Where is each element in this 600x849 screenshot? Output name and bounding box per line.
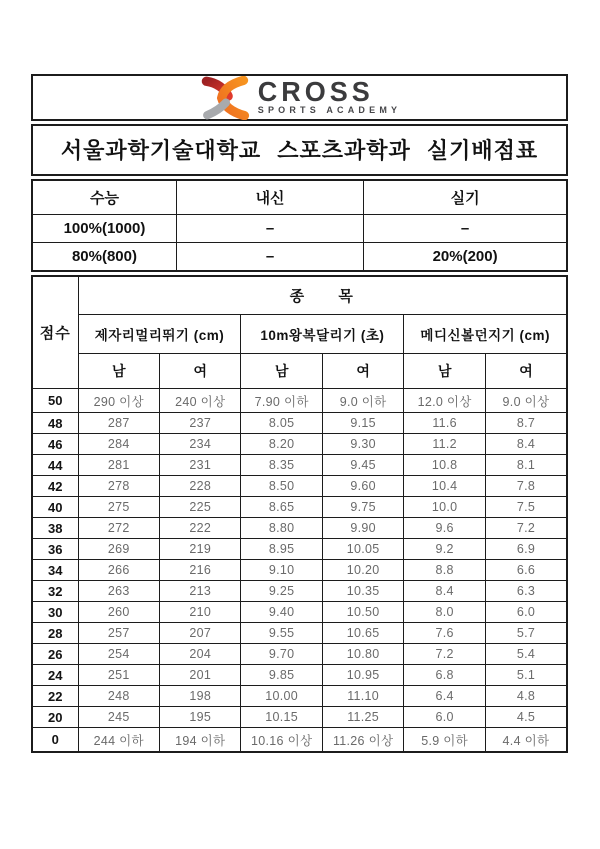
value-cell: 9.70 [241,644,322,665]
value-cell: 281 [78,455,159,476]
value-cell: 8.65 [241,497,322,518]
score-column-header: 점수 [32,276,78,389]
title-section [31,124,568,176]
value-cell: 10.80 [322,644,403,665]
score-cell: 42 [32,476,78,497]
value-cell: 11.26 이상 [322,728,403,753]
value-cell: 10.15 [241,707,322,728]
value-cell: 251 [78,665,159,686]
value-cell: 195 [159,707,240,728]
value-cell: 9.45 [322,455,403,476]
value-cell: 237 [159,413,240,434]
table-row [32,560,567,581]
value-cell: 8.4 [485,434,567,455]
summary-header-naesin: 내신 [176,180,363,215]
logo-text [257,76,402,115]
value-cell: 10.16 이상 [241,728,322,753]
gender-header-male: 남 [404,354,486,389]
value-cell: 234 [159,434,240,455]
value-cell: 5.7 [485,623,567,644]
value-cell: 194 이하 [159,728,240,753]
score-cell: 46 [32,434,78,455]
score-cell: 34 [32,560,78,581]
gender-header-row [32,354,567,389]
value-cell: 7.5 [485,497,567,518]
table-row [32,413,567,434]
value-cell: 198 [159,686,240,707]
value-cell: 275 [78,497,159,518]
event-header-shuttle-run: 10m왕복달리기 (초) [241,315,404,354]
score-cell: 28 [32,623,78,644]
table-row [32,602,567,623]
value-cell: 8.8 [404,560,486,581]
value-cell: 4.8 [485,686,567,707]
value-cell: 260 [78,602,159,623]
logo-brand-text: CROSS [257,76,374,108]
events-group-header: 종 목 [78,276,567,315]
value-cell: 5.4 [485,644,567,665]
table-row [32,455,567,476]
table-row [32,434,567,455]
table-row [32,215,567,243]
value-cell: 204 [159,644,240,665]
value-cell: 219 [159,539,240,560]
value-cell: 263 [78,581,159,602]
value-cell: 4.5 [485,707,567,728]
event-header-medicine-ball: 메디신볼던지기 (cm) [404,315,567,354]
table-row [32,707,567,728]
value-cell: 6.6 [485,560,567,581]
value-cell: 8.50 [241,476,322,497]
summary-cell: 20%(200) [364,243,567,272]
score-cell: 26 [32,644,78,665]
value-cell: 11.10 [322,686,403,707]
cross-x-icon [198,76,250,120]
value-cell: 10.65 [322,623,403,644]
value-cell: 207 [159,623,240,644]
table-row [32,623,567,644]
value-cell: 8.35 [241,455,322,476]
value-cell: 8.7 [485,413,567,434]
value-cell: 254 [78,644,159,665]
value-cell: 9.55 [241,623,322,644]
table-row [32,497,567,518]
table-row [32,476,567,497]
score-cell: 0 [32,728,78,753]
value-cell: 9.60 [322,476,403,497]
value-cell: 269 [78,539,159,560]
gender-header-male: 남 [78,354,159,389]
score-table [31,275,568,753]
value-cell: 11.25 [322,707,403,728]
value-cell: 6.0 [485,602,567,623]
value-cell: 10.50 [322,602,403,623]
summary-header-suneung: 수능 [32,180,176,215]
value-cell: 9.90 [322,518,403,539]
value-cell: 9.0 이하 [322,389,403,413]
table-row [32,539,567,560]
score-cell: 44 [32,455,78,476]
summary-cell: – [176,215,363,243]
value-cell: 10.4 [404,476,486,497]
score-cell: 22 [32,686,78,707]
value-cell: 9.0 이상 [485,389,567,413]
value-cell: 11.6 [404,413,486,434]
score-cell: 32 [32,581,78,602]
value-cell: 9.85 [241,665,322,686]
summary-header-row [32,180,567,215]
table-row [32,686,567,707]
value-cell: 201 [159,665,240,686]
table-row [32,518,567,539]
value-cell: 216 [159,560,240,581]
value-cell: 8.95 [241,539,322,560]
score-cell: 30 [32,602,78,623]
value-cell: 10.20 [322,560,403,581]
value-cell: 6.8 [404,665,486,686]
table-row [32,389,567,413]
document-content [31,74,568,756]
value-cell: 10.05 [322,539,403,560]
value-cell: 290 이상 [78,389,159,413]
value-cell: 8.4 [404,581,486,602]
summary-cell: – [176,243,363,272]
logo-subtitle-text: SPORTS ACADEMY [257,105,402,115]
score-cell: 40 [32,497,78,518]
event-header-long-jump: 제자리멀리뛰기 (cm) [78,315,241,354]
score-cell: 36 [32,539,78,560]
value-cell: 248 [78,686,159,707]
gender-header-male: 남 [241,354,322,389]
value-cell: 266 [78,560,159,581]
value-cell: 8.80 [241,518,322,539]
page-title: 서울과학기술대학교 스포츠과학과 실기배점표 [60,138,539,163]
table-row [32,243,567,272]
value-cell: 5.1 [485,665,567,686]
value-cell: 10.00 [241,686,322,707]
value-cell: 5.9 이하 [404,728,486,753]
value-cell: 9.25 [241,581,322,602]
value-cell: 4.4 이하 [485,728,567,753]
summary-cell: 80%(800) [32,243,176,272]
score-cell: 50 [32,389,78,413]
value-cell: 287 [78,413,159,434]
value-cell: 210 [159,602,240,623]
value-cell: 9.2 [404,539,486,560]
value-cell: 9.40 [241,602,322,623]
value-cell: 9.6 [404,518,486,539]
value-cell: 225 [159,497,240,518]
value-cell: 245 [78,707,159,728]
value-cell: 7.90 이하 [241,389,322,413]
value-cell: 9.10 [241,560,322,581]
value-cell: 231 [159,455,240,476]
value-cell: 11.2 [404,434,486,455]
value-cell: 10.8 [404,455,486,476]
score-cell: 24 [32,665,78,686]
gender-header-female: 여 [159,354,240,389]
value-cell: 10.35 [322,581,403,602]
value-cell: 6.4 [404,686,486,707]
score-cell: 48 [32,413,78,434]
cross-logo [198,76,401,120]
value-cell: 9.75 [322,497,403,518]
event-header-row [32,315,567,354]
value-cell: 284 [78,434,159,455]
value-cell: 222 [159,518,240,539]
gender-header-female: 여 [322,354,403,389]
value-cell: 272 [78,518,159,539]
value-cell: 6.9 [485,539,567,560]
value-cell: 6.3 [485,581,567,602]
value-cell: 7.2 [404,644,486,665]
value-cell: 240 이상 [159,389,240,413]
value-cell: 8.0 [404,602,486,623]
value-cell: 213 [159,581,240,602]
table-row [32,644,567,665]
value-cell: 7.2 [485,518,567,539]
group-header-row [32,276,567,315]
value-cell: 9.30 [322,434,403,455]
value-cell: 8.05 [241,413,322,434]
table-row [32,665,567,686]
value-cell: 257 [78,623,159,644]
summary-cell: 100%(1000) [32,215,176,243]
score-cell: 20 [32,707,78,728]
value-cell: 6.0 [404,707,486,728]
value-cell: 10.0 [404,497,486,518]
logo-header [31,74,568,121]
value-cell: 7.6 [404,623,486,644]
score-cell: 38 [32,518,78,539]
value-cell: 8.20 [241,434,322,455]
table-row [32,728,567,753]
value-cell: 8.1 [485,455,567,476]
gender-header-female: 여 [485,354,567,389]
value-cell: 228 [159,476,240,497]
value-cell: 278 [78,476,159,497]
summary-header-silgi: 실기 [364,180,567,215]
value-cell: 7.8 [485,476,567,497]
value-cell: 12.0 이상 [404,389,486,413]
value-cell: 9.15 [322,413,403,434]
value-cell: 244 이하 [78,728,159,753]
summary-cell: – [364,215,567,243]
table-row [32,581,567,602]
value-cell: 10.95 [322,665,403,686]
summary-table [31,179,568,272]
